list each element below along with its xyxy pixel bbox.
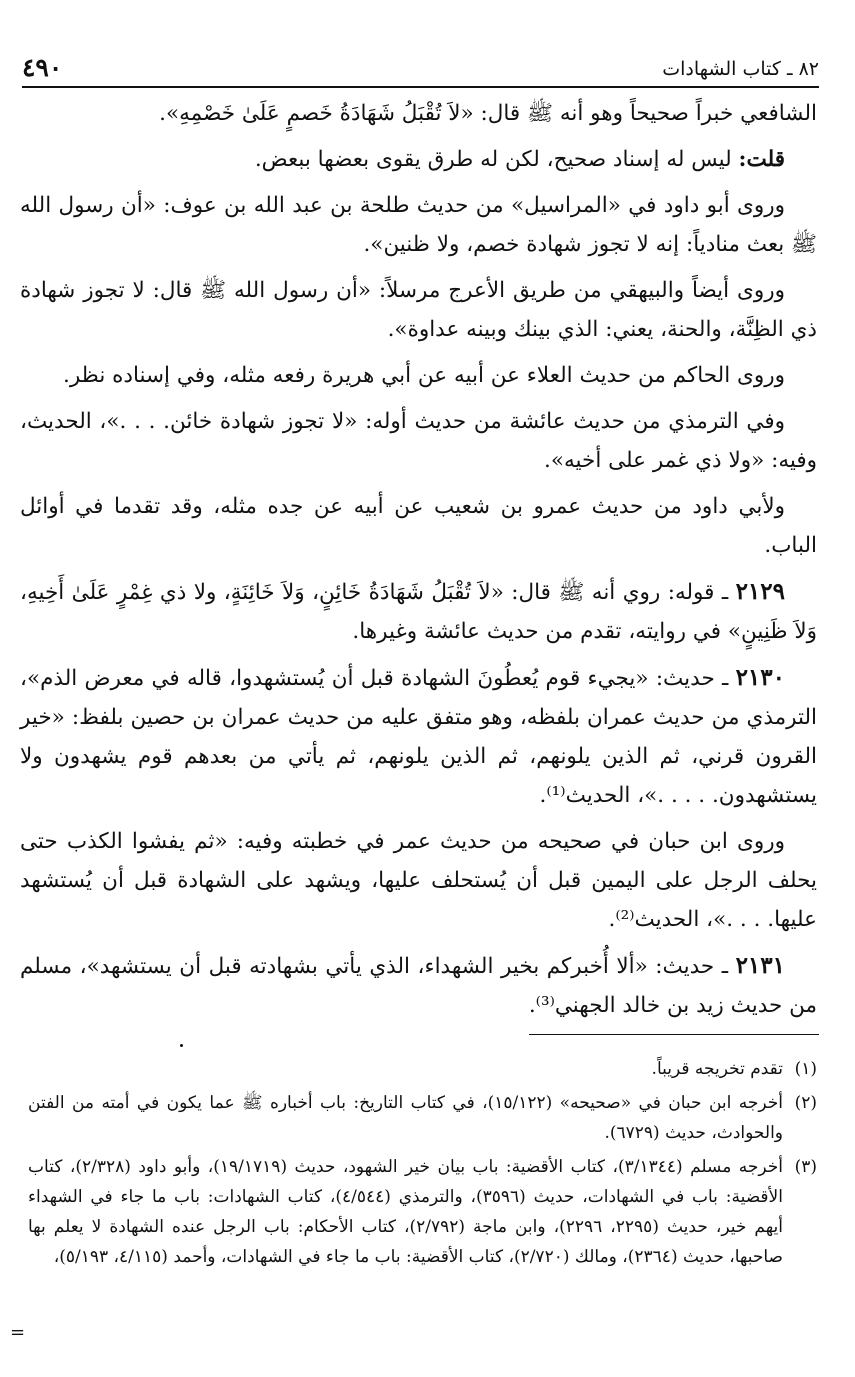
page-header	[22, 48, 819, 88]
page-number: ٤٩٠	[22, 53, 63, 82]
paragraph: ولأبي داود من حديث عمرو بن شعيب عن أبيه عن جده مثله، وقد تقدما في أوائل الباب.	[20, 494, 817, 558]
ink-speck	[180, 1044, 183, 1047]
hadith-number: ٢١٢٩	[735, 578, 785, 605]
paragraph: قلت: ليس له إسناد صحيح، لكن له طرق يقوى بعضها ببعض.	[254, 147, 785, 172]
footnote: (١) تقدم تخريجه قريباً.	[651, 1059, 817, 1079]
footnote-separator	[529, 1034, 819, 1035]
paragraph: وروى ابن حبان في صحيحه من حديث عمر في خطبته وفيه: «ثم يفشوا الكذب حتى يحلف الرجل على اليمين قبل أن يُستحلف عليها، ويشهد على الشهادة قبل أن يُستشهد عليها. . . .»، الحديث⁽²⁾.	[20, 829, 817, 932]
paragraph: الشافعي خبراً صحيحاً وهو أنه ﷺ قال: «لاَ تُقْبَلُ شَهَادَةُ خَصمٍ عَلَىٰ خَصْمِهِ».	[159, 101, 817, 126]
hadith-number: ٢١٣١	[735, 952, 785, 979]
footnotes	[28, 1054, 817, 1276]
paragraph: وروى أبو داود في «المراسيل» من حديث طلحة بن عبد الله بن عوف: «أن رسول الله ﷺ بعث منادياً: إنه لا تجوز شهادة خصم، ولا ظنين».	[20, 193, 817, 257]
continuation-mark: =	[10, 1322, 26, 1343]
main-text	[20, 94, 817, 1032]
paragraph: وروى الحاكم من حديث العلاء عن أبيه عن أبي هريرة رفعه مثله، وفي إسناده نظر.	[62, 363, 785, 388]
hadith-entry: ٢١٢٩ ـ قوله: روي أنه ﷺ قال: «لاَ تُقْبَلُ شَهَادَةُ خَائِنٍ، وَلاَ خَائِنَةٍ، ولا ذي غِمْرٍ عَلَىٰ أَخِيهِ، وَلاَ ظَنِينٍ» في روايته، تقدم من حديث عائشة وغيرها.	[20, 578, 817, 644]
running-title: ٨٢ ـ كتاب الشهادات	[662, 58, 819, 80]
hadith-entry: ٢١٣١ ـ حديث: «ألا أُخبركم بخير الشهداء، الذي يأتي بشهادته قبل أن يستشهد»، مسلم من حديث زيد بن خالد الجهني⁽³⁾.	[20, 952, 817, 1018]
footnote: (٣) أخرجه مسلم (٣/١٣٤٤)، كتاب الأقضية: باب بيان خير الشهود، حديث (١٩/١٧١٩)، وأبو داود (٢/٣٢٨)، كتاب الأقضية: باب في الشهادات، حديث (٣٥٩٦)، والترمذي (٤/٥٤٤)، كتاب الشهادات: باب ما جاء في الشهداء أيهم خير، حديث (٢٢٩٥، ٢٢٩٦)، وابن ماجة (٢/٧٩٢)، كتاب الأحكام: باب الرجل عنده الشهادة لا يعلم بها صاحبها، حديث (٢٣٦٤)، ومالك (٢/٧٢٠)، كتاب الأقضية: باب ما جاء في الشهادات، وأحمد (٤/١١٥، ٥/١٩٣)،	[28, 1157, 817, 1267]
paragraph: وروى أيضاً والبيهقي من طريق الأعرج مرسلاً: «أن رسول الله ﷺ قال: لا تجوز شهادة ذي الظِنَّة، والحنة، يعني: الذي بينك وبينه عداوة».	[20, 278, 817, 342]
hadith-number: ٢١٣٠	[735, 664, 785, 691]
paragraph: وفي الترمذي من حديث عائشة من حديث أوله: «لا تجوز شهادة خائن. . . .»، الحديث، وفيه: «ولا ذي غمر على أخيه».	[20, 409, 817, 473]
hadith-entry: ٢١٣٠ ـ حديث: «يجيء قوم يُعطُونَ الشهادة قبل أن يُستشهدوا، قاله في معرض الذم»، الترمذي من حديث عمران بلفظه، وهو متفق عليه من حديث عمران بن حصين بلفظ: «خير القرون قرني، ثم الذين يلونهم، ثم الذين يلونهم، ثم يأتي من بعدهم قوم يشهدون ولا يستشهدون. . . . .»، الحديث⁽¹⁾.	[20, 664, 817, 808]
footnote: (٢) أخرجه ابن حبان في «صحيحه» (١٥/١٢٢)، في كتاب التاريخ: باب أخباره ﷺ عما يكون في أمته من الفتن والحوادث، حديث (٦٧٢٩).	[28, 1093, 817, 1143]
